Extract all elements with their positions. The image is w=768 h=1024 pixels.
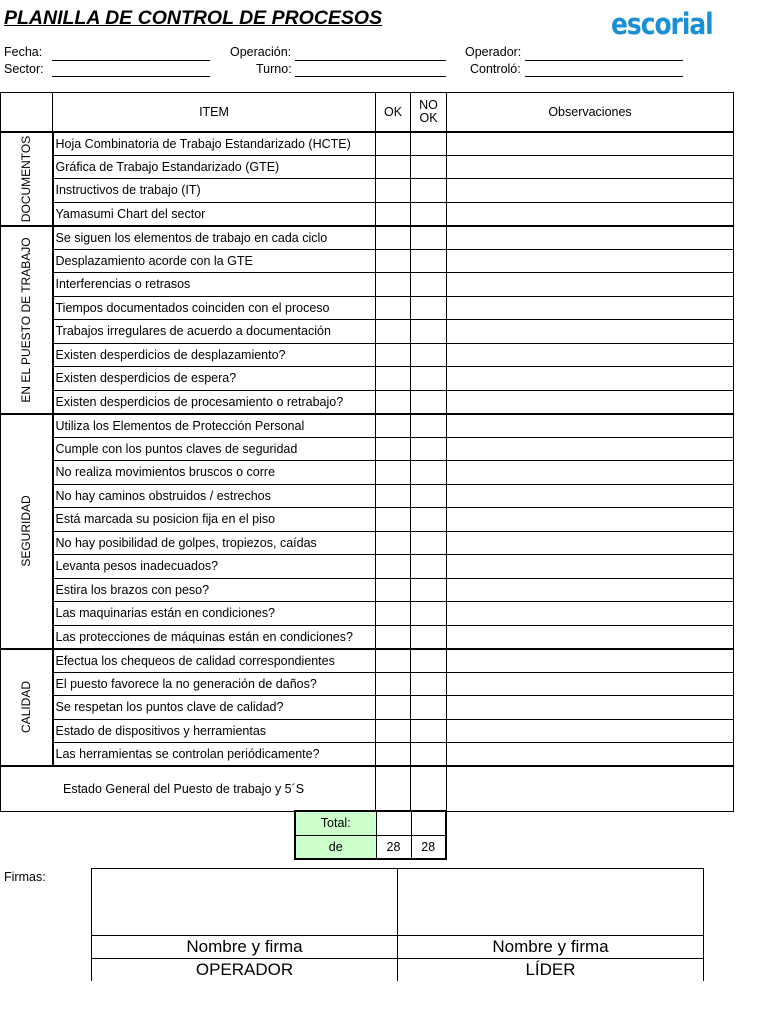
- table-row: [1, 202, 734, 226]
- item-label: Se siguen los elementos de trabajo en cada ciclo: [53, 226, 376, 250]
- ok-checkbox-cell[interactable]: [376, 249, 411, 273]
- observaciones-column-header: Observaciones: [447, 93, 734, 132]
- estado-ok-cell[interactable]: [376, 766, 411, 811]
- item-label: Tiempos documentados coinciden con el proceso: [53, 296, 376, 320]
- table-row: [1, 390, 734, 414]
- operador-nombre-label: Nombre y firma: [92, 936, 398, 959]
- table-row: [1, 672, 734, 696]
- de-label: de: [295, 835, 376, 859]
- no-ok-checkbox-cell[interactable]: [411, 461, 447, 485]
- table-row: [1, 296, 734, 320]
- no-ok-checkbox-cell[interactable]: [411, 602, 447, 626]
- observaciones-cell[interactable]: [447, 437, 734, 461]
- ok-checkbox-cell[interactable]: [376, 602, 411, 626]
- ok-checkbox-cell[interactable]: [376, 226, 411, 250]
- table-row: [1, 437, 734, 461]
- ok-max-value: 28: [376, 835, 411, 859]
- no-ok-checkbox-cell[interactable]: [411, 696, 447, 720]
- no-ok-checkbox-cell[interactable]: [411, 484, 447, 508]
- table-row: [1, 320, 734, 344]
- sector-field[interactable]: [52, 76, 210, 77]
- table-row: [1, 249, 734, 273]
- no-ok-checkbox-cell[interactable]: [411, 672, 447, 696]
- ok-checkbox-cell[interactable]: [376, 719, 411, 743]
- estado-no-ok-cell[interactable]: [411, 766, 447, 811]
- table-row: [1, 602, 734, 626]
- observaciones-cell[interactable]: [447, 461, 734, 485]
- table-row: [1, 555, 734, 579]
- observaciones-cell[interactable]: [447, 508, 734, 532]
- category-label: SEGURIDAD: [19, 495, 34, 567]
- observaciones-cell[interactable]: [447, 602, 734, 626]
- corner-cell: [1, 93, 53, 132]
- table-row: [1, 531, 734, 555]
- item-label: Instructivos de trabajo (IT): [53, 179, 376, 203]
- escorial-logo: [611, 6, 729, 42]
- item-label: Existen desperdicios de procesamiento o retrabajo?: [53, 390, 376, 414]
- ok-checkbox-cell[interactable]: [376, 155, 411, 179]
- observaciones-cell[interactable]: [447, 390, 734, 414]
- item-label: Las herramientas se controlan periódicamente?: [53, 743, 376, 767]
- observaciones-cell[interactable]: [447, 155, 734, 179]
- ok-checkbox-cell[interactable]: [376, 743, 411, 767]
- ok-checkbox-cell[interactable]: [376, 273, 411, 297]
- category-seguridad: [1, 414, 53, 649]
- no-ok-header-text: NO OK: [419, 97, 438, 125]
- table-row: [1, 367, 734, 391]
- operacion-label: Operación:: [230, 45, 292, 59]
- firmas-label: Firmas:: [4, 870, 46, 884]
- ok-checkbox-cell[interactable]: [376, 531, 411, 555]
- category-documentos: [1, 132, 53, 226]
- table-row: [1, 226, 734, 250]
- sector-label: Sector:: [4, 62, 44, 76]
- checklist-table: [0, 92, 734, 812]
- table-row: [1, 508, 734, 532]
- ok-checkbox-cell[interactable]: [376, 343, 411, 367]
- controlo-label: Controló:: [470, 62, 521, 76]
- estado-general-label: Estado General del Puesto de trabajo y 5´S: [1, 766, 376, 811]
- item-label: Las maquinarias están en condiciones?: [53, 602, 376, 626]
- ok-checkbox-cell[interactable]: [376, 320, 411, 344]
- observaciones-cell[interactable]: [447, 320, 734, 344]
- ok-column-header: OK: [376, 93, 411, 132]
- no-ok-checkbox-cell[interactable]: [411, 390, 447, 414]
- controlo-field[interactable]: [525, 76, 683, 77]
- lider-nombre-label: Nombre y firma: [398, 936, 704, 959]
- observaciones-cell[interactable]: [447, 625, 734, 649]
- table-row: [1, 649, 734, 673]
- item-label: Interferencias o retrasos: [53, 273, 376, 297]
- operador-label: Operador:: [465, 45, 522, 59]
- table-row: [1, 273, 734, 297]
- table-row: [1, 179, 734, 203]
- ok-checkbox-cell[interactable]: [376, 696, 411, 720]
- nok-max-value: 28: [411, 835, 446, 859]
- lider-role-label: LÍDER: [398, 959, 704, 981]
- fecha-field[interactable]: [52, 60, 210, 61]
- no-ok-checkbox-cell[interactable]: [411, 649, 447, 673]
- item-label: Utiliza los Elementos de Protección Personal: [53, 414, 376, 438]
- item-label: Existen desperdicios de espera?: [53, 367, 376, 391]
- observaciones-cell[interactable]: [447, 531, 734, 555]
- item-label: No realiza movimientos bruscos o corre: [53, 461, 376, 485]
- turno-label: Turno:: [256, 62, 292, 76]
- table-header-row: [1, 93, 734, 132]
- observaciones-cell[interactable]: [447, 414, 734, 438]
- observaciones-cell[interactable]: [447, 296, 734, 320]
- no-ok-checkbox-cell[interactable]: [411, 320, 447, 344]
- operador-signature-box[interactable]: [92, 869, 398, 936]
- operacion-field[interactable]: [295, 60, 446, 61]
- observaciones-cell[interactable]: [447, 249, 734, 273]
- ok-checkbox-cell[interactable]: [376, 390, 411, 414]
- ok-checkbox-cell[interactable]: [376, 672, 411, 696]
- observaciones-cell[interactable]: [447, 649, 734, 673]
- signature-table: [91, 868, 704, 981]
- observaciones-cell[interactable]: [447, 578, 734, 602]
- table-row: [1, 719, 734, 743]
- no-ok-checkbox-cell[interactable]: [411, 367, 447, 391]
- no-ok-column-header: [411, 93, 447, 132]
- item-label: No hay caminos obstruidos / estrechos: [53, 484, 376, 508]
- total-ok-cell[interactable]: [376, 811, 411, 835]
- observaciones-cell[interactable]: [447, 202, 734, 226]
- item-label: Cumple con los puntos claves de seguridad: [53, 437, 376, 461]
- total-nok-cell[interactable]: [411, 811, 446, 835]
- observaciones-cell[interactable]: [447, 743, 734, 767]
- no-ok-checkbox-cell[interactable]: [411, 414, 447, 438]
- item-column-header: ITEM: [53, 93, 376, 132]
- ok-checkbox-cell[interactable]: [376, 625, 411, 649]
- no-ok-checkbox-cell[interactable]: [411, 296, 447, 320]
- no-ok-checkbox-cell[interactable]: [411, 226, 447, 250]
- category-label: CALIDAD: [19, 681, 34, 734]
- item-label: Levanta pesos inadecuados?: [53, 555, 376, 579]
- page-title: PLANILLA DE CONTROL DE PROCESOS: [4, 7, 383, 29]
- ok-checkbox-cell[interactable]: [376, 437, 411, 461]
- logo-text: escorial: [611, 7, 713, 41]
- no-ok-checkbox-cell[interactable]: [411, 508, 447, 532]
- table-row: [1, 696, 734, 720]
- observaciones-cell[interactable]: [447, 343, 734, 367]
- no-ok-checkbox-cell[interactable]: [411, 743, 447, 767]
- ok-checkbox-cell[interactable]: [376, 132, 411, 156]
- item-label: Desplazamiento acorde con la GTE: [53, 249, 376, 273]
- no-ok-checkbox-cell[interactable]: [411, 578, 447, 602]
- table-row: [1, 461, 734, 485]
- turno-field[interactable]: [295, 76, 446, 77]
- no-ok-checkbox-cell[interactable]: [411, 202, 447, 226]
- table-row: [1, 625, 734, 649]
- observaciones-cell[interactable]: [447, 132, 734, 156]
- total-label: Total:: [295, 811, 376, 835]
- operador-role-label: OPERADOR: [92, 959, 398, 981]
- category-puesto-de-trabajo: [1, 226, 53, 414]
- totals-table: [294, 810, 447, 860]
- item-label: No hay posibilidad de golpes, tropiezos, caídas: [53, 531, 376, 555]
- item-label: Se respetan los puntos clave de calidad?: [53, 696, 376, 720]
- item-label: El puesto favorece la no generación de daños?: [53, 672, 376, 696]
- no-ok-checkbox-cell[interactable]: [411, 155, 447, 179]
- table-row: [1, 578, 734, 602]
- ok-checkbox-cell[interactable]: [376, 202, 411, 226]
- item-label: Está marcada su posicion fija en el piso: [53, 508, 376, 532]
- item-label: Existen desperdicios de desplazamiento?: [53, 343, 376, 367]
- observaciones-cell[interactable]: [447, 179, 734, 203]
- category-label: DOCUMENTOS: [19, 135, 34, 222]
- no-ok-checkbox-cell[interactable]: [411, 273, 447, 297]
- no-ok-checkbox-cell[interactable]: [411, 531, 447, 555]
- table-row: [1, 743, 734, 767]
- table-row: [1, 484, 734, 508]
- item-label: Yamasumi Chart del sector: [53, 202, 376, 226]
- table-row: [1, 155, 734, 179]
- ok-checkbox-cell[interactable]: [376, 578, 411, 602]
- ok-checkbox-cell[interactable]: [376, 367, 411, 391]
- item-label: Estira los brazos con peso?: [53, 578, 376, 602]
- no-ok-checkbox-cell[interactable]: [411, 437, 447, 461]
- item-label: Estado de dispositivos y herramientas: [53, 719, 376, 743]
- item-label: Hoja Combinatoria de Trabajo Estandarizado (HCTE): [53, 132, 376, 156]
- ok-checkbox-cell[interactable]: [376, 555, 411, 579]
- item-label: Efectua los chequeos de calidad correspondientes: [53, 649, 376, 673]
- estado-observaciones-cell[interactable]: [447, 766, 734, 811]
- no-ok-checkbox-cell[interactable]: [411, 555, 447, 579]
- item-label: Las protecciones de máquinas están en condiciones?: [53, 625, 376, 649]
- category-calidad: [1, 649, 53, 767]
- no-ok-checkbox-cell[interactable]: [411, 249, 447, 273]
- observaciones-cell[interactable]: [447, 226, 734, 250]
- ok-checkbox-cell[interactable]: [376, 461, 411, 485]
- ok-checkbox-cell[interactable]: [376, 508, 411, 532]
- no-ok-checkbox-cell[interactable]: [411, 719, 447, 743]
- category-label: EN EL PUESTO DE TRABAJO: [19, 236, 34, 403]
- observaciones-cell[interactable]: [447, 555, 734, 579]
- operador-field[interactable]: [525, 60, 683, 61]
- observaciones-cell[interactable]: [447, 696, 734, 720]
- observaciones-cell[interactable]: [447, 273, 734, 297]
- observaciones-cell[interactable]: [447, 672, 734, 696]
- no-ok-checkbox-cell[interactable]: [411, 179, 447, 203]
- no-ok-checkbox-cell[interactable]: [411, 343, 447, 367]
- estado-general-row: [1, 766, 734, 811]
- ok-checkbox-cell[interactable]: [376, 179, 411, 203]
- observaciones-cell[interactable]: [447, 719, 734, 743]
- no-ok-checkbox-cell[interactable]: [411, 132, 447, 156]
- table-row: [1, 414, 734, 438]
- ok-checkbox-cell[interactable]: [376, 296, 411, 320]
- observaciones-cell[interactable]: [447, 484, 734, 508]
- item-label: Gráfica de Trabajo Estandarizado (GTE): [53, 155, 376, 179]
- table-row: [1, 132, 734, 156]
- table-row: [1, 343, 734, 367]
- observaciones-cell[interactable]: [447, 367, 734, 391]
- fecha-label: Fecha:: [4, 45, 43, 59]
- ok-checkbox-cell[interactable]: [376, 484, 411, 508]
- no-ok-checkbox-cell[interactable]: [411, 625, 447, 649]
- lider-signature-box[interactable]: [398, 869, 704, 936]
- ok-checkbox-cell[interactable]: [376, 649, 411, 673]
- ok-checkbox-cell[interactable]: [376, 414, 411, 438]
- item-label: Trabajos irregulares de acuerdo a documentación: [53, 320, 376, 344]
